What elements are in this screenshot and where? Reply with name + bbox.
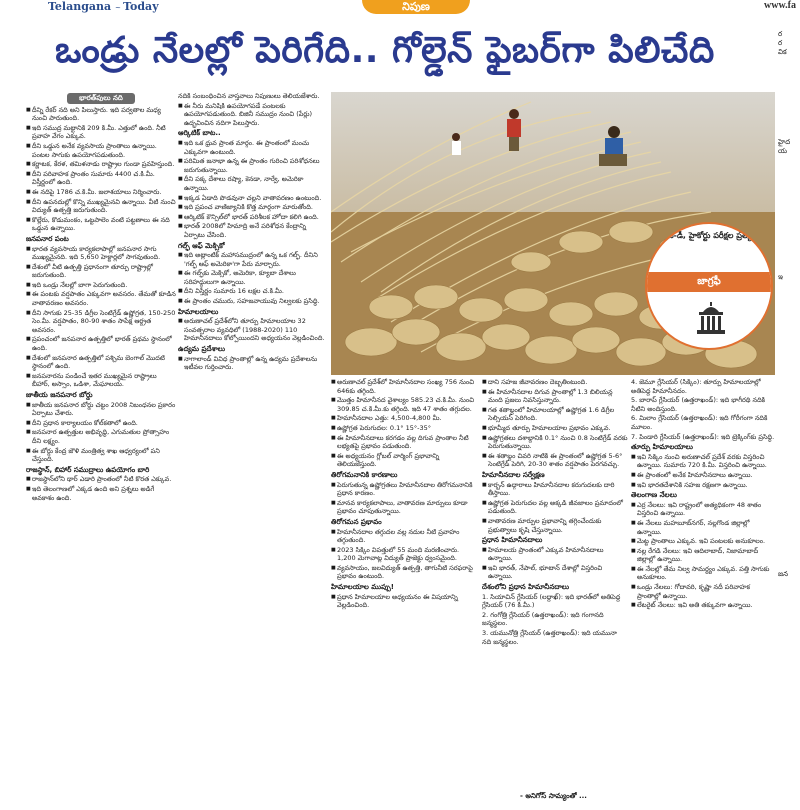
bullet-item: ■ ఇవి భారత్, నేపాల్, భూటాన్ దేశాల్లో విస్తరించి ఉన్నాయి. [482, 564, 628, 581]
bullet-item: ■ మొత్తం హిమానీనద వైశాల్యం 585.23 చ.కి.మీ. నుంచి 309.85 చ.కి.మీ.కు తగ్గింది. ఇది 47 శాతం తగ్గుదల. [331, 396, 479, 413]
bullet-item: ■ ఈ నదిపై 1786 చ.కి.మీ. జలాశయాలు నిర్మించారు. [26, 188, 176, 197]
col5-list-1 [631, 453, 775, 489]
side-line [778, 363, 800, 372]
side-line [778, 390, 800, 399]
col4-subhead-3: దేశంలోని ప్రధాన హిమానీనదాలు [482, 583, 570, 592]
col3-list-4 [331, 593, 479, 610]
side-line [778, 444, 800, 453]
masthead-name: Telangana [48, 0, 112, 13]
side-line [778, 309, 800, 318]
col1-subhead-1: జనపనార పంట [26, 234, 69, 243]
geography-callout [645, 222, 773, 350]
bullet-item: ■ ఈ పంటకు వర్షపాతం ఎక్కువగా అవసరం. తేమతో కూడిన వాతావరణం అవసరం. [26, 290, 176, 307]
worker-figure-3 [452, 133, 461, 155]
col1-list-4 [26, 475, 176, 502]
bullet-item: ■ హిమానీనదాల తగ్గుదల వల్ల నదుల నీటి ప్రవాహం తగ్గుతుంది. [331, 528, 479, 545]
bullet-item: ■ ఇది ఒండ్రు నేలల్లో బాగా పెరుగుతుంది. [26, 281, 176, 290]
bullet-item: ■ ఒండ్రు నేలలు: గోదావరి, కృష్ణా నదీ పరివాహక ప్రాంతాల్లో ఉన్నాయి. [631, 583, 775, 600]
bullet-item: ■ ఇది సముద్ర మట్టానికి 209 కి.మీ. ఎత్తులో ఉంది. నీటి ప్రవాహ వేగం ఎక్కువ. [26, 124, 176, 141]
col2-list-4 [178, 317, 328, 343]
side-line [778, 381, 800, 390]
side-line [778, 435, 800, 444]
bullet-item: ■ ఇది తెలంగాణలో ఎక్కడ ఉంది అని ప్రశ్నలు అడిగే అవకాశం ఉంది. [26, 485, 176, 502]
side-line [778, 498, 800, 507]
bullet-item: ■ అరుణాచల్ ప్రదేశ్‌లోని తూర్పు హిమాలయాల 32 సంవత్సరాల వ్యవధిలో (1988-2020) 110 హిమానీనదాలు కోల్పోయిందని అధ్యయనం వెల్లడించింది. [178, 317, 328, 343]
bullet-item: ■ ఇవి సిక్కిం నుంచి అరుణాచల్ ప్రదేశ్ వరకు విస్తరించి ఉన్నాయి. సుమారు 720 కి.మీ. విస్తరించి ఉన్నాయి. [631, 453, 775, 470]
side-line: య [778, 147, 788, 155]
side-line [778, 525, 800, 534]
callout-band-text: జాగ్రఫీ [647, 272, 771, 292]
bullet-item: ■ వ్యవసాయం, జలవిద్యుత్ ఉత్పత్తి, తాగునీటి సరఫరాపై ప్రభావం ఉంటుంది. [331, 564, 479, 581]
bullet-item: ■ నల్ల రేగడి నేలలు: ఇవి ఆదిలాబాద్, నిజామాబాద్ జిల్లాల్లో ఉన్నాయి. [631, 547, 775, 564]
col3-subhead-2: తిరోగమన ప్రభావం [331, 517, 382, 526]
numbered-item: 7. పిండారి గ్లేసియర్ (ఉత్తరాఖండ్): ఇది ట్రెక్కింగ్‌కు ప్రసిద్ధి. [631, 432, 775, 441]
bullet-item: ■ ఈ హిమానీనదాలు కరగడం వల్ల దిగువ ప్రాంతాల నీటి లభ్యతపై ప్రభావం పడుతుంది. [331, 434, 479, 451]
bullet-item: ■ హిమానీనదాల ఎత్తు: 4,500-4,800 మీ. [331, 414, 479, 423]
masthead-small: ~ [115, 4, 124, 12]
column-2 [178, 92, 328, 810]
side-line [778, 372, 800, 381]
column-3 [331, 378, 479, 810]
bullet-item: ■ ఇది ప్రపంచ వాణిజ్యానికి కొత్త మార్గంగా మారుతోంది. [178, 203, 328, 212]
col1-section-pill: భారత్‌పులు నది [67, 93, 135, 104]
bullet-item: ■ ఈ నీరు మనిషికి ఉపయోగపడే పంటలకు ఉపయోగపడుతుంది. బిజినీ సముద్రం నుంచి (పేర్లు) ఉద్భవించిన నదిగా పిలుస్తారు. [178, 102, 328, 128]
side-line [778, 84, 800, 93]
col1-list-2 [26, 245, 176, 390]
side-line: హైద [778, 138, 791, 146]
col3-list-3 [331, 528, 479, 582]
numbered-item: 4. జెమూ గ్లేసియర్ (సిక్కిం): తూర్పు హిమాలయాల్లో అతిపెద్ద హిమానీనదం. [631, 378, 761, 395]
bullet-item: ■ ఇవి భారతదేశానికి సహజ రక్షణగా ఉన్నాయి. [631, 481, 775, 490]
bullet-item: ■ ఈ నేలలు మహబూబ్‌నగర్, నల్లగొండ జిల్లాల్లో ఉన్నాయి. [631, 519, 775, 536]
side-line [778, 120, 800, 129]
bullet-item: ■ ఈ శతాబ్దం చివరి నాటికి ఈ ప్రాంతంలో ఉష్ణోగ్రత 5-6° సెంటిగ్రేడ్ పెరిగి, 20-30 శాతం వర్షపాతం పెరగవచ్చు. [482, 452, 628, 469]
bullet-item: ■ ఎర్ర నేలలు: ఇవి రాష్ట్రంలో అత్యధికంగా 48 శాతం విస్తరించి ఉన్నాయి. [631, 501, 775, 518]
col5-subhead-1: తూర్పు హిమాలయాలు [631, 443, 693, 452]
bullet-item: ■ కర్ణాటక, కేరళ, తమిళనాడు రాష్ట్రాల గుండా ప్రవహిస్తుంది. [26, 160, 176, 169]
side-line [778, 129, 800, 138]
col2-list-3 [178, 251, 328, 306]
side-line [778, 282, 800, 291]
col2-list-5 [178, 355, 328, 372]
side-line: విక [778, 48, 787, 56]
section-tab: నిపుణ [362, 0, 470, 14]
col2-subhead-4: ఉద్యమ ప్రదేశాలు [178, 345, 226, 354]
col2-subhead-3: హిమాలయాలు [178, 307, 219, 316]
bullet-item: ■ దేశంలో వీటి ఉత్పత్తి ప్రధానంగా తూర్పు రాష్ట్రాల్లో జరుగుతుంది. [26, 263, 176, 280]
side-line [778, 345, 800, 354]
side-line [778, 102, 800, 111]
bullet-item: ■ ప్రపంచంలో జనపనార ఉత్పత్తిలో భారత్ ప్రథమ స్థానంలో ఉంది. [26, 335, 176, 352]
side-line [778, 327, 800, 336]
bullet-item: ■ జనపనారను పండించే ఇతర ముఖ్యమైన రాష్ట్రాలు బీహార్, అస్సాం, ఒడిశా, మేఘాలయ. [26, 372, 176, 389]
col4-list-2 [482, 481, 628, 535]
side-line [778, 453, 800, 462]
side-line [778, 228, 800, 237]
side-line [778, 543, 800, 552]
bullet-item: ■ వాతావరణ మార్పుల ప్రభావాన్ని తగ్గించేందుకు ప్రభుత్వాలు కృషి చేస్తున్నాయి. [482, 517, 628, 534]
side-line [778, 183, 800, 192]
page-headline: ఒండ్రు నేలల్లో పెరిగేది.. గోల్డెన్ ఫైబర్‌గా పిలిచేది [55, 30, 715, 71]
side-line [778, 534, 800, 543]
bullet-item: ■ ఉష్ణోగ్రతలు దశాబ్దానికి 0.1° నుంచి 0.8 సెంటిగ్రేడ్ వరకు పెరుగుతున్నాయి. [482, 434, 628, 451]
masthead [48, 0, 159, 13]
side-line: జన [778, 570, 789, 578]
bullet-item: ■ లేటరైట్ నేలలు: ఇవి అతి తక్కువగా ఉన్నాయి. [631, 601, 775, 610]
adjacent-article-strip [778, 30, 800, 810]
side-line: ఇ [778, 273, 783, 281]
bullet-item: ■ భారత వ్యవసాయ కార్యకలాపాల్లో జనపనార సాగు ముఖ్యమైనది. ఇది 5,650 హెక్టార్లలో సాగవుతుంది. [26, 245, 176, 262]
side-line [778, 75, 800, 84]
bullet-item: ■ ఈ గల్ఫ్‌కు మెక్సికో, అమెరికా, క్యూబా దేశాలు సరిహద్దులుగా ఉన్నాయి. [178, 269, 328, 286]
bullet-item: ■ కార్బన్ ఉద్గారాలు హిమానీనదాల కరుగుదలకు దారి తీస్తాయి. [482, 481, 628, 498]
side-line [778, 246, 800, 255]
bullet-item: ■ దీని ఒడ్డున అనేక వ్యవసాయ ప్రాంతాలు ఉన్నాయి. పంటల సాగుకు ఉపయోగపడుతుంది. [26, 142, 176, 159]
bullet-item: ■ అరుణాచల్ ప్రదేశ్‌లో హిమానీనదాల సంఖ్య 756 నుంచి 646కు తగ్గింది. [331, 378, 479, 395]
side-line [778, 417, 800, 426]
side-line [778, 255, 800, 264]
col3-list-1 [331, 378, 479, 469]
bullet-item: ■ మానవ కార్యకలాపాలు, వాతావరణ మార్పులు కూడా ప్రభావం చూపుతున్నాయి. [331, 499, 479, 516]
bullet-item: ■ దీని సాగుకు 25-35 డిగ్రీల సెంటిగ్రేడ్ ఉష్ణోగ్రత, 150-250 సెం.మీ. వర్షపాతం, 80-90 శాతం సాపేక్ష ఆర్ద్రత అవసరం. [26, 309, 176, 335]
col2-list-2 [178, 139, 328, 240]
col5-numbered-list [631, 378, 775, 441]
bullet-item: ■ మెట్ట ప్రాంతాలు ఎక్కువ. ఇవి పంటలకు అనుకూలం. [631, 537, 775, 546]
side-line [778, 264, 800, 273]
bullet-item: ■ ఆర్కిటిక్ కౌన్సిల్‌లో భారత్ పరిశీలక హోదా కలిగి ఉంది. [178, 213, 328, 222]
column-1 [26, 92, 176, 810]
side-line [778, 111, 800, 120]
side-line [778, 201, 800, 210]
bullet-item: ■ దీని ప్రధాన కార్యాలయం కోల్‌కతాలో ఉంది. [26, 419, 176, 428]
bullet-item: ■ దీని పరివాహక ప్రాంతం సుమారు 4400 చ.కి.మీ. విస్తీర్ణంలో ఉంది. [26, 170, 176, 187]
side-line [778, 507, 800, 516]
bullet-item: ■ ఇది ఒక ధ్రువ ప్రాంత మార్గం. ఈ ప్రాంతంలో మంచు ఎక్కువగా ఉంటుంది. [178, 139, 328, 156]
side-line [778, 156, 800, 165]
side-line [778, 489, 800, 498]
bullet-item: ■ 2023 సిక్కిం విపత్తులో 55 మంది మరణించారు. 1,200 మెగావాట్ల విద్యుత్ ప్రాజెక్టు ధ్వంసమైంది. [331, 546, 479, 563]
col2-intro: నదికి సంబంధించిన వాస్తవాలు నిపుణులు తెలియజేశారు. [178, 92, 320, 100]
col1-subhead-2: జాతీయ జనపనార బోర్డు [26, 391, 93, 399]
col4-list-1 [482, 378, 628, 469]
numbered-item: 3. యమునోత్రి గ్లేసియర్ (ఉత్తరాఖండ్): ఇది యమునా నది జన్మస్థలం. [482, 629, 617, 646]
col1-subhead-3: రాజస్థాన్, బిహార్ సముద్రాలు ఉపయోగం బారి [26, 465, 150, 474]
bullet-item: ■ ఉష్ణోగ్రత పెరుగుదల: 0.1° 15°-35° [331, 424, 479, 433]
col3-list-2 [331, 481, 479, 516]
col4-numbered-list [482, 593, 628, 647]
site-url: www.fa [764, 0, 796, 11]
bullet-item: ■ గత శతాబ్దంలో హిమాలయాల్లో ఉష్ణోగ్రత 1.6 డిగ్రీల సెల్సియస్ పెరిగింది. [482, 406, 628, 423]
col5-list-2 [631, 501, 775, 610]
side-line [778, 219, 800, 228]
bullet-item: ■ రాజస్థాన్‌లోని థార్ ఎడారి ప్రాంతంలో నీటి కొరత ఎక్కువ. [26, 475, 176, 484]
bullet-item: ■ ఇక్కడ ఏడాది పొడవునా చల్లని వాతావరణం ఉంటుంది. [178, 194, 328, 203]
col4-subhead-1: హిమానీనదాల సర్వేక్షణ [482, 470, 545, 479]
bullet-item: ■ హిమాలయ ప్రాంతంలో ఎక్కువ హిమానీనదాలు ఉన్నాయి. [482, 546, 628, 563]
bullet-item: ■ నాగాలాండ్ వివిధ ప్రాంతాల్లో ఉన్న ఉద్యమ ప్రదేశాలను ఇటీవల గుర్తించారు. [178, 355, 328, 372]
side-line [778, 471, 800, 480]
bullet-item: ■ జనపనార ఉత్పత్తుల అభివృద్ధి, ఎగుమతుల ప్రోత్సాహం దీని లక్ష్యం. [26, 428, 176, 445]
bullet-item: ■ జాతీయ జనపనార బోర్డు చట్టం 2008 నిబంధనల ప్రకారం ఏర్పాటు చేశారు. [26, 401, 176, 418]
side-line [778, 318, 800, 327]
bullet-item: ■ ఈ ప్రాంతం చమురు, సహజవాయువు నిల్వలకు ప్రసిద్ధి. [178, 297, 328, 306]
masthead-today: Today [123, 0, 159, 13]
col5-subhead-2: తెలంగాణ నేలలు [631, 491, 677, 500]
col4-subhead-2: ప్రధాన హిమానీనదాలు [482, 536, 543, 545]
bullet-item: ■ దీన్ని రేకర్ నది అని పిలుస్తారు. ఇది పర్వతాల మధ్య నుంచి పారుతుంది. [26, 106, 176, 123]
bullet-item: ■ భారత్ 2008లో హిమాద్రి అనే పరిశోధన కేంద్రాన్ని ఏర్పాటు చేసింది. [178, 222, 328, 239]
bullet-item: ■ దీని ఉపనదుల్లో కొన్ని ముఖ్యమైనవి ఉన్నాయి. వీటి నుంచి విద్యుత్ ఉత్పత్తి జరుగుతుంది. [26, 198, 176, 215]
building-dome-icon [691, 300, 731, 340]
side-line [778, 300, 800, 309]
callout-top-text: గ్రూప్-డీ, హైకోర్టు పరీక్షల ప్రత్యేకం [657, 231, 761, 240]
bullet-item: ■ దాని సహజ జీవావరణం దెబ్బతింటుంది. [482, 378, 628, 387]
bullet-item: ■ ఈ బోర్డు కేంద్ర జౌళి మంత్రిత్వ శాఖ ఆధ్వర్యంలో పని చేస్తుంది. [26, 447, 176, 464]
side-line [778, 336, 800, 345]
bullet-item: ■ ప్రధాన హిమాలయాల అధ్యయనం ఈ విషయాన్ని వెల్లడించింది. [331, 593, 479, 610]
side-line [778, 210, 800, 219]
side-line [778, 426, 800, 435]
side-line [778, 561, 800, 570]
col1-list-3 [26, 401, 176, 464]
side-line: ర [778, 30, 783, 38]
side-line [778, 291, 800, 300]
side-line [778, 174, 800, 183]
side-line [778, 354, 800, 363]
bullet-item: ■ దేశంలో జనపనార ఉత్పత్తిలో పశ్చిమ బెంగాల్ మొదటి స్థానంలో ఉంది. [26, 354, 176, 371]
side-line [778, 480, 800, 489]
numbered-item: 2. గంగోత్రి గ్లేసియర్ (ఉత్తరాఖండ్): ఇది గంగానది జన్మస్థలం. [482, 610, 604, 628]
author-credit: - అనిగోస్ సామ్యంతో ... [520, 792, 587, 800]
numbered-item: 1. సియాచిన్ గ్లేసియర్ (లద్దాఖ్): ఇది భారత్‌లో అతిపెద్ద గ్లేసియర్ (76 కి.మీ.) [482, 592, 621, 610]
side-line [778, 165, 800, 174]
col2-subhead-2: గల్ఫ్ ఆఫ్ మెక్సికో [178, 241, 225, 250]
column-5 [631, 378, 775, 788]
side-line [778, 57, 800, 66]
col3-subhead-3: హిమాలయాల ముప్పు! [331, 583, 394, 592]
side-line [778, 192, 800, 201]
numbered-item: 5. బారాప్ గ్లేసియర్ (ఉత్తరాఖండ్): ఇది భాగీరథి నదికి నీటిని అందిస్తుంది. [631, 396, 766, 413]
bullet-item: ■ పెరుగుతున్న ఉష్ణోగ్రతలు హిమానీనదాల తిరోగమనానికి ప్రధాన కారణం. [331, 481, 479, 498]
side-line [778, 237, 800, 246]
side-line [778, 66, 800, 75]
bullet-item: ■ ఈ అధ్యయనం గ్లోబల్ వార్మింగ్ ప్రభావాన్ని తెలియజేస్తుంది. [331, 452, 479, 469]
bullet-item: ■ ఈ నేలల్లో తేమ నిల్వ సామర్థ్యం ఎక్కువ. పత్తి సాగుకు అనుకూలం. [631, 565, 775, 582]
side-line [778, 408, 800, 417]
column-4 [482, 378, 628, 810]
bullet-item: ■ ఈ హిమానీనదాల దిగువ ప్రాంతాల్లో 1.3 బిలియన్ల మంది ప్రజలు నివసిస్తున్నారు. [482, 388, 628, 405]
bullet-item: ■ ఉష్ణోగ్రత పెరుగుదల వల్ల అక్కడి జీవజాలం ప్రమాదంలో పడుతుంది. [482, 499, 628, 516]
col3-subhead-1: తిరోగమనానికి కారణాలు [331, 470, 398, 479]
col2-subhead-1: ఆర్కిటిక్ బాట.. [178, 129, 221, 138]
col2-list-1 [178, 102, 328, 128]
bullet-item: ■ దీని పక్క దేశాలు రష్యా, కెనడా, నార్వే, అమెరికా ఉన్నాయి. [178, 175, 328, 192]
side-line [778, 552, 800, 561]
col1-pill-box [26, 92, 176, 106]
side-line [778, 462, 800, 471]
col4-list-3 [482, 546, 628, 581]
bullet-item: ■ దీని విస్తీర్ణం సుమారు 16 లక్షల చ.కి.మీ. [178, 287, 328, 296]
bullet-item: ■ పరిమిత జనాభా ఉన్న ఈ ప్రాంతం గురించి పరిశోధనలు జరుగుతున్నాయి. [178, 157, 328, 174]
bullet-item: ■ కొల్లేరు, కొడుమంకం, ఒట్టపాలెం వంటి పట్టణాలు ఈ నది ఒడ్డున ఉన్నాయి. [26, 216, 176, 233]
bullet-item: ■ ఇది అట్లాంటిక్ మహాసముద్రంలో ఉన్న ఒక గల్ఫ్. దీనిని 'గల్ఫ్ ఆఫ్ అమెరికా'గా పేరు మార్చారు. [178, 251, 328, 268]
side-line [778, 93, 800, 102]
col1-list-1 [26, 106, 176, 233]
side-line [778, 516, 800, 525]
numbered-item: 6. మిలాం గ్లేసియర్ (ఉత్తరాఖండ్): ఇది గోరీగంగా నదికి మూలం. [631, 414, 768, 431]
bullet-item: ■ భూమ్మీద తూర్పు హిమాలయాల ప్రభావం ఎక్కువ. [482, 424, 628, 433]
side-line: ర [778, 39, 783, 47]
side-line [778, 399, 800, 408]
bullet-item: ■ ఈ ప్రాంతంలో అనేక హిమానీనదాలు ఉన్నాయి. [631, 471, 775, 480]
